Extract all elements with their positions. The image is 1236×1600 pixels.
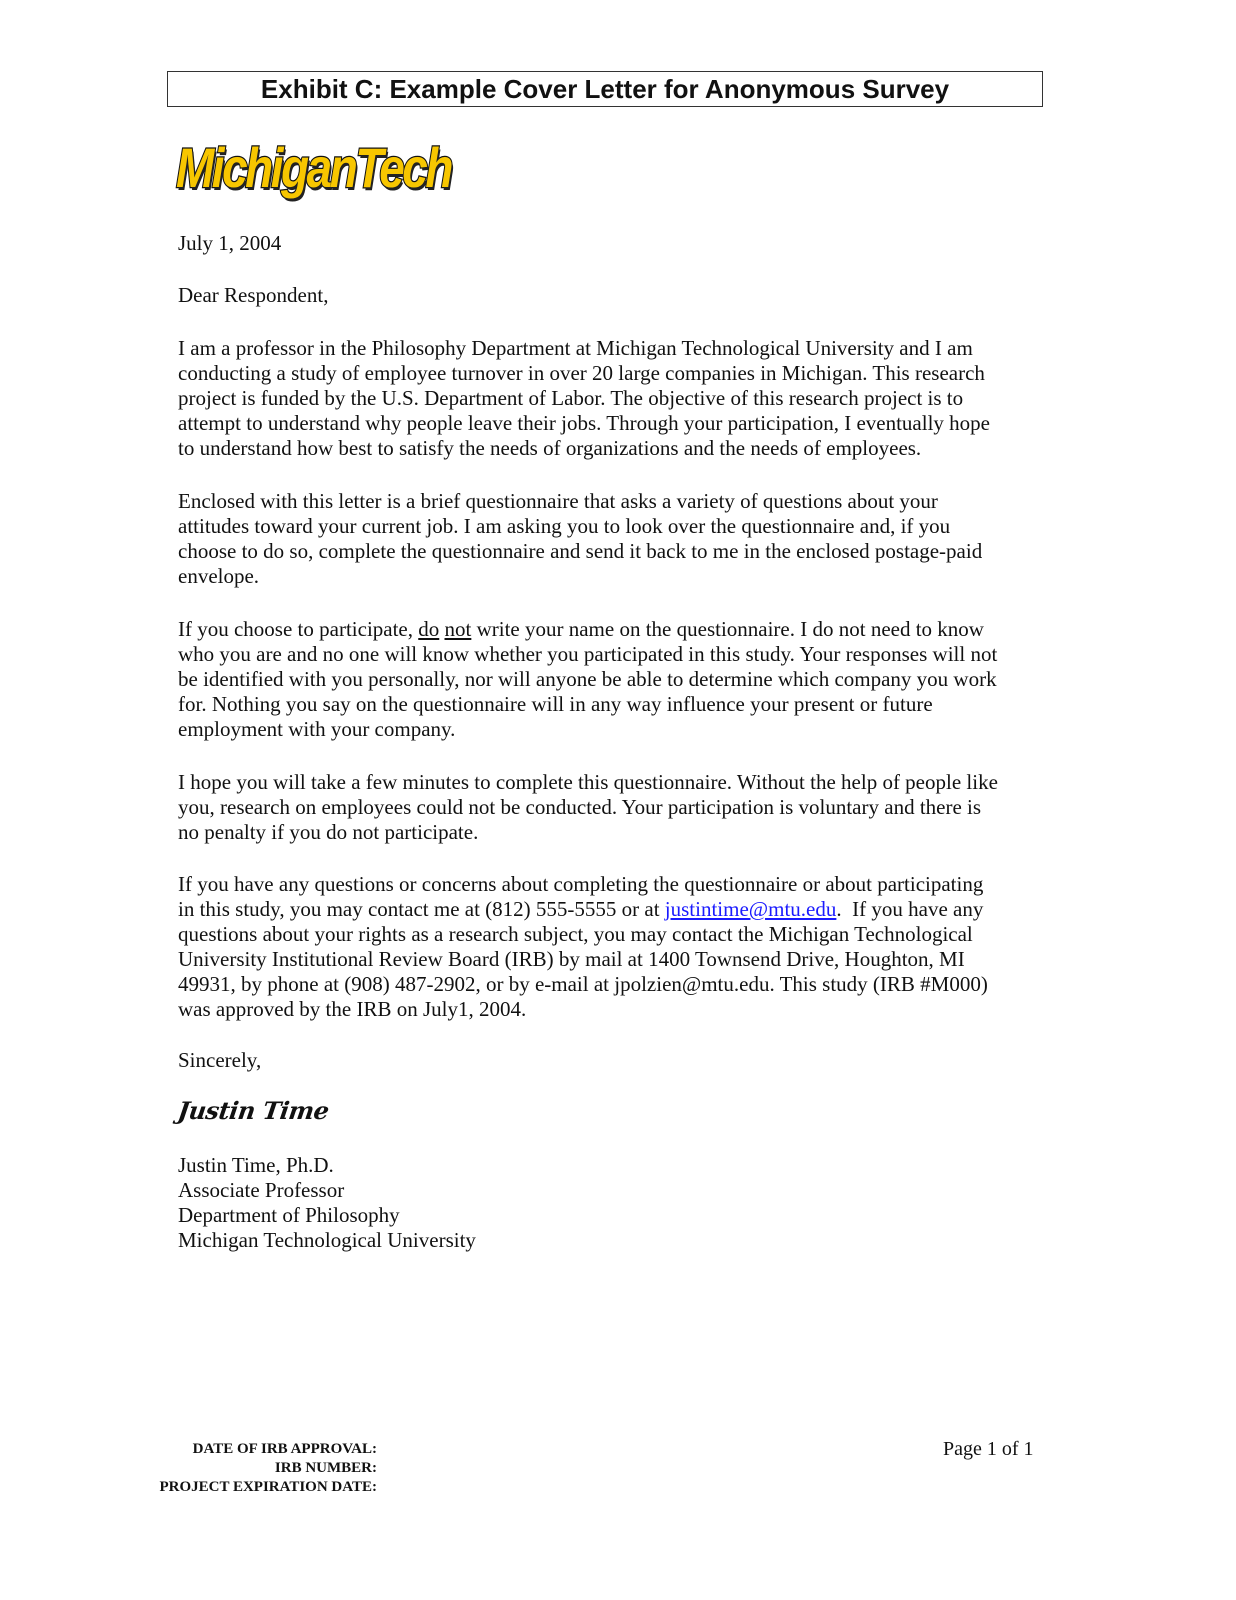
text-segment: to understand how best to satisfy the needs of organizations and the needs of employees.: [178, 436, 922, 460]
text-segment: be identified with you personally, nor will anyone be able to determine which company you work: [178, 667, 997, 691]
text-line: [178, 667, 997, 692]
text-line: [178, 897, 988, 922]
underlined-text: do: [418, 617, 440, 641]
text-segment: choose to do so, complete the questionnaire and send it back to me in the enclosed postage-paid: [178, 539, 983, 563]
text-segment: . If you have any: [836, 897, 984, 921]
text-segment: project is funded by the U.S. Department of Labor. The objective of this research project is to: [178, 386, 964, 410]
irb-approval-date-label: DATE OF IRB APPROVAL:: [192, 1441, 377, 1457]
irb-footer: [80, 1440, 377, 1497]
paragraph-5: [178, 872, 988, 1022]
text-line: [178, 770, 998, 795]
paragraph-3: [178, 617, 997, 742]
closing: Sincerely,: [178, 1048, 262, 1072]
text-line: [178, 539, 982, 564]
text-line: [178, 386, 990, 411]
text-segment: attitudes toward your current job. I am asking you to look over the questionnaire and, if you: [178, 514, 951, 538]
signature: Justin Time: [176, 1096, 331, 1125]
paragraph-2: [178, 489, 982, 589]
underlined-text: not: [444, 617, 472, 641]
michigan-tech-logo: MichiganTech: [176, 136, 451, 199]
text-segment: in this study, you may contact me at (812) 555-5555 or at: [178, 897, 665, 921]
signature-block: [178, 1153, 476, 1253]
text-line: [178, 564, 982, 589]
text-segment: I am a professor in the Philosophy Department at Michigan Technological University and I am: [178, 336, 973, 360]
text-line: [178, 820, 998, 845]
text-line: [178, 411, 990, 436]
project-expiration-label: PROJECT EXPIRATION DATE:: [159, 1479, 377, 1495]
email-link[interactable]: justintime@mtu.edu: [664, 897, 837, 921]
text-segment: for. Nothing you say on the questionnaire will in any way influence your present or future: [178, 692, 933, 716]
text-line: [178, 489, 982, 514]
text-line: [178, 514, 982, 539]
text-segment: University Institutional Review Board (IRB) by mail at 1400 Townsend Drive, Houghton, MI: [178, 947, 965, 971]
text-line: [178, 972, 988, 997]
text-segment: write your name on the questionnaire. I do not need to know: [471, 617, 984, 641]
paragraph-1: [178, 336, 990, 461]
signer-name: Justin Time, Ph.D.: [178, 1153, 334, 1177]
signer-university: Michigan Technological University: [178, 1228, 476, 1252]
text-line: [178, 947, 988, 972]
text-segment: Enclosed with this letter is a brief questionnaire that asks a variety of questions about your: [178, 489, 938, 513]
text-segment: 49931, by phone at (908) 487-2902, or by e-mail at jpolzien@mtu.edu. This study (IRB #M000): [178, 972, 988, 996]
text-line: [178, 922, 988, 947]
text-segment: If you choose to participate,: [178, 617, 419, 641]
text-line: [178, 692, 997, 717]
text-segment: attempt to understand why people leave their jobs. Through your participation, I eventually hope: [178, 411, 990, 435]
text-segment: who you are and no one will know whether you participated in this study. Your responses will not: [178, 642, 998, 666]
text-segment: I hope you will take a few minutes to complete this questionnaire. Without the help of people like: [178, 770, 998, 794]
text-line: [178, 997, 988, 1022]
text-segment: employment with your company.: [178, 717, 456, 741]
text-line: [178, 872, 988, 897]
text-segment: If you have any questions or concerns about completing the questionnaire or about participating: [178, 872, 984, 896]
text-segment: was approved by the IRB on July1, 2004.: [178, 997, 527, 1021]
paragraph-4: [178, 770, 998, 845]
exhibit-title: Exhibit C: Example Cover Letter for Anonymous Survey: [167, 71, 1043, 107]
signer-title: Associate Professor: [178, 1178, 345, 1202]
text-line: [178, 795, 998, 820]
text-segment: no penalty if you do not participate.: [178, 820, 479, 844]
text-line: [178, 336, 990, 361]
text-line: [178, 717, 997, 742]
text-segment: envelope.: [178, 564, 260, 588]
irb-number-label: IRB NUMBER:: [274, 1460, 377, 1476]
text-line: [178, 617, 997, 642]
text-line: [178, 361, 990, 386]
signer-department: Department of Philosophy: [178, 1203, 400, 1227]
text-line: [178, 436, 990, 461]
text-line: [178, 642, 997, 667]
letter-date: July 1, 2004: [178, 231, 282, 255]
text-segment: conducting a study of employee turnover in over 20 large companies in Michigan. This research: [178, 361, 985, 385]
text-segment: you, research on employees could not be conducted. Your participation is voluntary and there is: [178, 795, 982, 819]
salutation: Dear Respondent,: [178, 283, 329, 307]
text-segment: questions about your rights as a research subject, you may contact the Michigan Technological: [178, 922, 973, 946]
page-number: Page 1 of 1: [943, 1438, 1034, 1460]
